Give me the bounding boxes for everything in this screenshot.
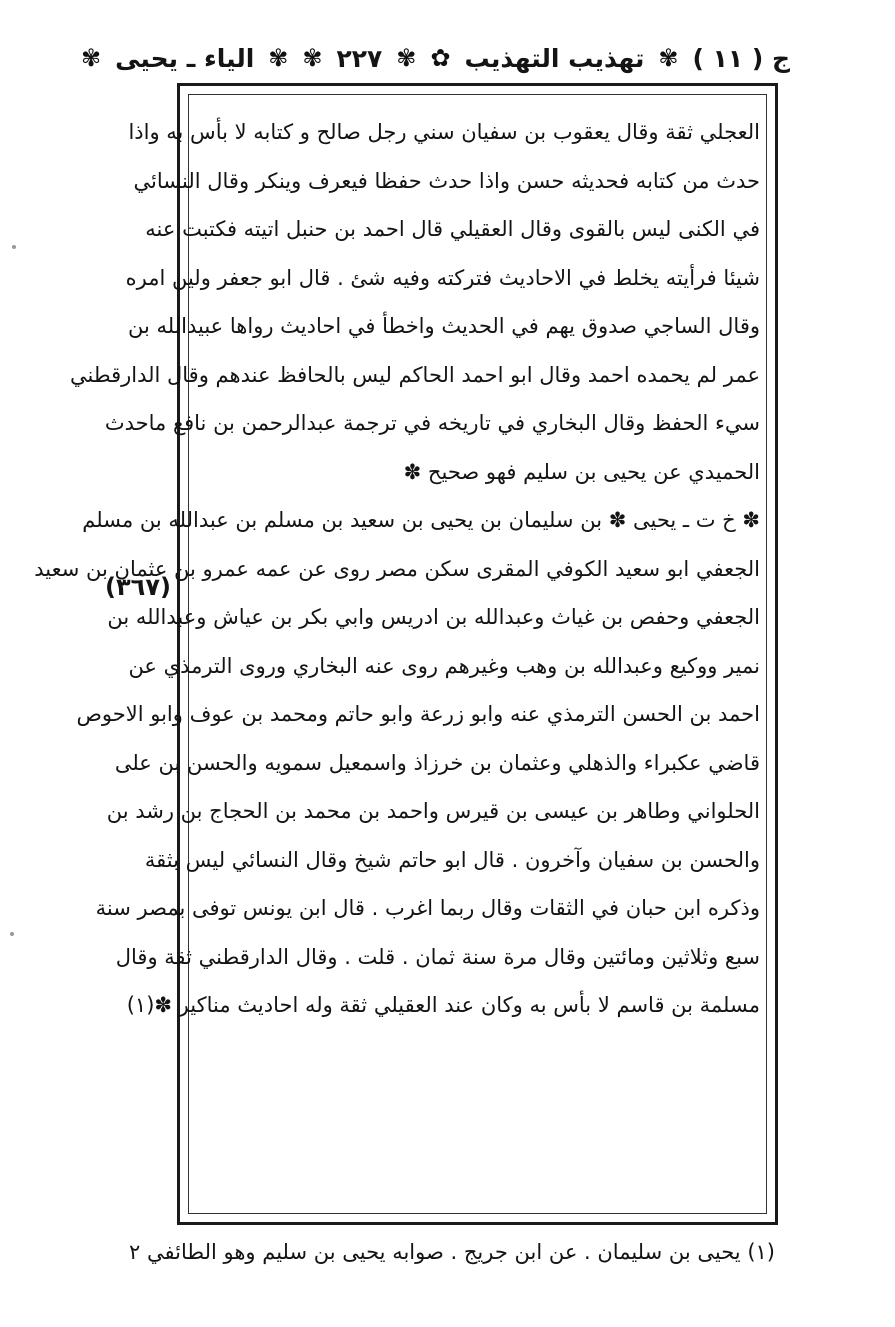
body-line: حدث من كتابه فحديثه حسن واذا حدث حفظا فيعرف وينكر وقال النسائي [133, 168, 760, 193]
body-line: في الكنى ليس بالقوى وقال العقيلي قال احمد بن حنبل اتيته فكتبت عنه [145, 217, 760, 241]
body-line: نمير ووكيع وعبدالله بن وهب وغيرهم روى عنه البخاري وروى الترمذي عن [128, 653, 760, 678]
section-title: الياء ـ يحيى [115, 43, 255, 73]
volume-label: ج ( ١١ ) [692, 43, 790, 73]
body-line: شيئا فرأيته يخلط في الاحاديث فتركته وفيه شئ . قال ابو جعفر ولين امره [125, 265, 760, 290]
flower-ornament-icon: ✾ [658, 44, 679, 72]
body-line: سبع وثلاثين ومائتين وقال مرة سنة ثمان . قلت . وقال الدارقطني ثقة وقال [115, 944, 760, 969]
body-line: الحلواني وطاهر بن عيسى بن قيرس واحمد بن محمد بن الحجاج بن رشد بن [106, 799, 760, 823]
page-number: ٢٢٧ [336, 43, 383, 73]
body-line: سيء الحفظ وقال البخاري في تاريخه في ترجمة عبدالرحمن بن نافع ماحدث [104, 411, 760, 435]
body-line: عمر لم يحمده احمد وقال ابو احمد الحاكم ليس بالحافظ عندهم وقال الدارقطني [70, 362, 760, 387]
book-title: تهذيب التهذيب [464, 43, 645, 73]
body-line: العجلي ثقة وقال يعقوب بن سفيان سني رجل صالح و كتابه لا بأس به واذا [128, 120, 760, 144]
body-line: وقال الساجي صدوق يهم في الحديث واخطأ في احاديث رواها عبيدالله بن [128, 314, 760, 338]
entry-margin-number: (٣٦٧) [105, 573, 171, 601]
flower-ornament-icon: ✾ [80, 44, 102, 72]
scan-speck [10, 932, 14, 936]
flower-ornament-icon: ✾ [302, 44, 323, 72]
flower-ornament-icon: ✾ [268, 44, 289, 72]
scan-speck [12, 245, 16, 249]
body-line: قاضي عكبراء والذهلي وعثمان بن خرزاذ واسمعيل سمويه والحسن بن على [114, 750, 760, 775]
page-header [80, 38, 790, 78]
body-line: الجعفي وحفص بن غياث وعبدالله بن ادريس وابي بكر بن عياش وعبدالله بن [107, 605, 760, 629]
footnote: (١) يحيى بن سليمان . عن ابن جريج . صوابه يحيى بن سليم وهو الطائفي ٢ [129, 1240, 775, 1264]
body-line: الحميدي عن يحيى بن سليم فهو صحيح ✽ [403, 459, 760, 484]
body-line: وذكره ابن حبان في الثقات وقال ربما اغرب . قال ابن يونس توفى بمصر سنة [95, 896, 760, 920]
entry-heading-line: ✽ خ ت ـ يحيى ✽ بن سليمان بن يحيى بن سعيد بن مسلم بن عبدالله بن مسلم [82, 508, 760, 532]
body-line: الجعفي ابو سعيد الكوفي المقرى سكن مصر روى عن عمه عمرو بن عثمان بن سعيد [34, 556, 760, 581]
body-line: والحسن بن سفيان وآخرون . قال ابو حاتم شيخ وقال النسائي ليس بثقة [144, 847, 760, 872]
flower-ornament-icon: ✾ [396, 44, 417, 72]
body-line: مسلمة بن قاسم لا بأس به وكان عند العقيلي ثقة وله احاديث مناكير ✽(١) [126, 993, 760, 1017]
flower-ornament-icon: ✿ [430, 44, 451, 72]
body-line: احمد بن الحسن الترمذي عنه وابو زرعة وابو حاتم ومحمد بن عوف وابو الاحوص [76, 702, 760, 726]
